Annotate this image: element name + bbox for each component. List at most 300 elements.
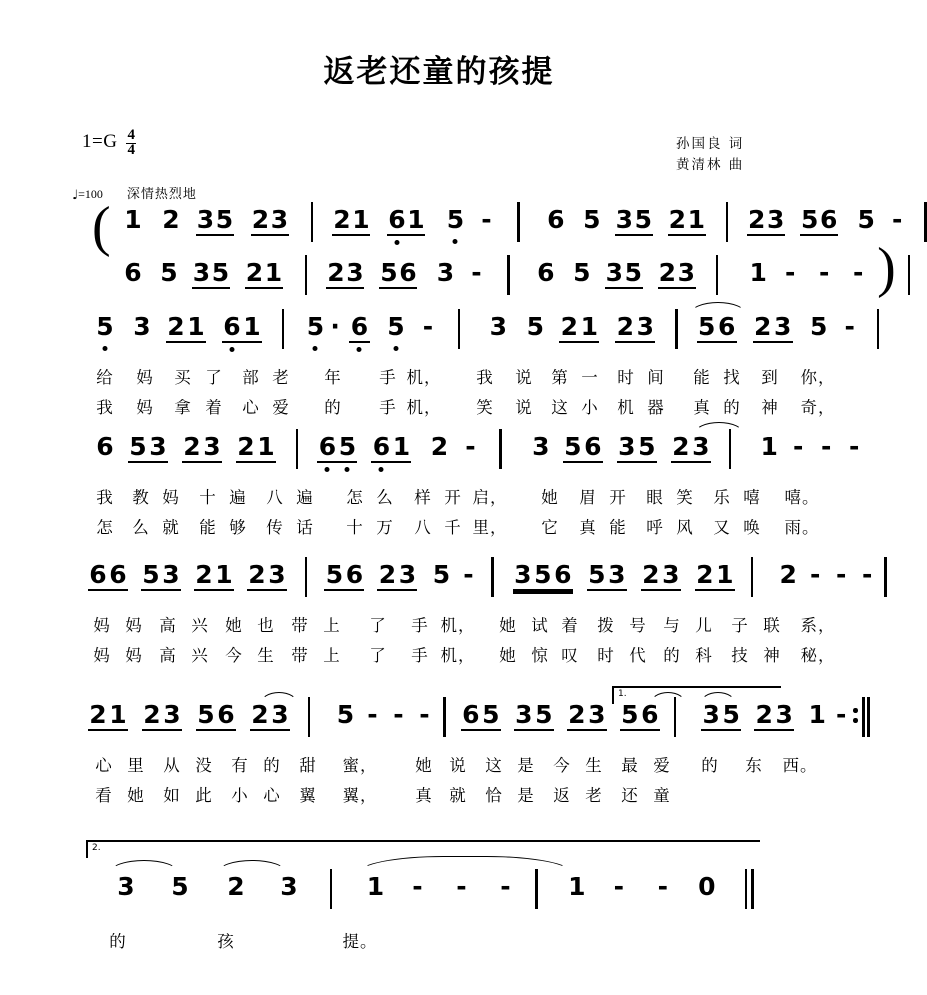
lyric-syllable: 嘻。: [784, 488, 820, 507]
note: 5: [380, 258, 398, 287]
note: 3: [163, 700, 181, 729]
note: 5: [197, 700, 215, 729]
note: 3: [280, 872, 298, 901]
beamed-triplet: [513, 560, 573, 591]
beamed-pair: [567, 700, 607, 731]
note: 2: [248, 560, 266, 589]
note-extender: -: [818, 258, 830, 287]
barline: [726, 202, 728, 242]
lyric-syllable: 妈: [136, 368, 154, 387]
note-row-3: [0, 312, 878, 358]
measure-21: [88, 700, 290, 746]
note: 1: [749, 258, 767, 287]
note: 3: [662, 560, 680, 589]
note-extender: -: [844, 312, 855, 341]
lyric-syllable: 能: [199, 518, 217, 537]
note-extender: -: [861, 560, 873, 589]
system-1: [0, 196, 903, 258]
lyric-syllable: 是: [517, 786, 535, 805]
credits: [676, 134, 744, 176]
note: 2: [237, 432, 255, 461]
note: 6: [217, 700, 235, 729]
note: 2: [568, 700, 586, 729]
note: 6: [537, 258, 555, 287]
note: 5: [432, 560, 451, 589]
note: 5: [325, 560, 344, 589]
barline: [674, 697, 676, 737]
note-row-5: [0, 560, 878, 606]
note: 2: [251, 205, 270, 234]
note: 5: [336, 700, 355, 729]
barline: [675, 309, 677, 349]
note: 2: [89, 700, 107, 729]
beamed-pair: [754, 700, 794, 731]
meter-numerator: 4: [127, 127, 135, 143]
measure-25: [100, 872, 314, 918]
lyric-syllable: 的: [109, 932, 127, 951]
note: 3: [346, 258, 364, 287]
lyric-syllable: 时: [597, 646, 615, 665]
lyric-syllable: 怎: [96, 518, 114, 537]
note: 5: [535, 700, 553, 729]
key-signature: 1=G: [82, 131, 118, 153]
lyric-syllable: 的: [324, 398, 342, 417]
note: 1: [687, 205, 705, 234]
beamed-pair: [563, 432, 603, 463]
note: 3: [162, 560, 180, 589]
lyric-syllable: 她: [127, 786, 145, 805]
lyric-syllable: 一: [581, 368, 599, 387]
note: 6: [318, 432, 337, 461]
lyric-row-verse-1: [0, 364, 878, 394]
barline: [751, 557, 753, 597]
lyric-syllable: 我: [96, 398, 114, 417]
lyric-syllable: 妈: [162, 488, 180, 507]
volta-bracket-2: [86, 840, 760, 858]
beamed-pair: [192, 258, 230, 289]
lyric-syllable: 它: [541, 518, 559, 537]
note: 1: [109, 700, 127, 729]
note: 3: [436, 258, 455, 287]
lyric-syllable: 妈: [93, 646, 111, 665]
lyric-row-verse-2: [0, 782, 878, 812]
lyric-syllable: 手: [411, 616, 429, 635]
lyric-syllable: 么: [132, 518, 150, 537]
lyric-syllable: 八: [266, 488, 284, 507]
expression-marking: 深情热烈地: [126, 187, 197, 202]
barline: [458, 309, 460, 349]
lyric-syllable: 此: [195, 786, 213, 805]
lyric-syllable: 她: [499, 646, 517, 665]
note: 3: [618, 432, 636, 461]
note: 6: [819, 205, 838, 234]
beamed-pair: [377, 560, 417, 591]
note: 3: [515, 700, 533, 729]
note: 5: [215, 205, 234, 234]
barline: [305, 557, 307, 597]
slur: [218, 860, 286, 872]
beamed-pair: [332, 205, 370, 236]
lyric-syllable: 笑: [476, 398, 494, 417]
lyric-syllable: 着: [205, 398, 223, 417]
beamed-pair: [695, 560, 735, 591]
note-extender: -: [848, 432, 860, 461]
note-row-4: [0, 432, 878, 478]
tempo-marking: [72, 183, 197, 202]
lyric-syllable: 试: [531, 616, 549, 635]
lyric-syllable: 小: [581, 398, 599, 417]
system-6: [0, 689, 878, 812]
note-extender: -: [465, 432, 476, 461]
note: 5: [211, 258, 230, 287]
lyric-syllable: 眉: [579, 488, 597, 507]
note: 2: [696, 560, 714, 589]
lyric-syllable: 秘，: [800, 646, 836, 665]
tie: [358, 856, 572, 873]
note: 2: [167, 312, 185, 341]
lyric-syllable: 十: [346, 518, 364, 537]
lyric-syllable: 笑: [676, 488, 694, 507]
lyric-syllable: 她: [499, 616, 517, 635]
lyric-syllable: 这: [485, 756, 503, 775]
note-extender: -: [820, 432, 832, 461]
lyric-syllable: 教: [132, 488, 150, 507]
note: 3: [605, 258, 623, 287]
lyric-syllable: 翼，: [342, 786, 378, 805]
note: 2: [658, 258, 676, 287]
measure-23: [461, 700, 660, 746]
repeat-barline: [862, 697, 864, 737]
note: 3: [133, 312, 151, 341]
note: 3: [677, 258, 695, 287]
beamed-pair: [379, 258, 417, 289]
note: 2: [747, 205, 766, 234]
beamed-pair: [88, 700, 128, 731]
lyric-syllable: 生: [257, 646, 275, 665]
lyric-syllable: 妈: [136, 398, 154, 417]
lyric-syllable: 部: [242, 368, 260, 387]
lyric-syllable: 手: [379, 368, 397, 387]
note: 2: [333, 205, 351, 234]
lyric-syllable: 的: [701, 756, 719, 775]
note: 2: [616, 312, 634, 341]
lyric-syllable: 真: [579, 518, 597, 537]
note-extender: -: [456, 872, 467, 901]
intro-close-paren: ): [877, 237, 896, 299]
note: 2: [227, 872, 245, 901]
note: 6: [717, 312, 736, 341]
lyric-syllable: 甜: [299, 756, 317, 775]
lyric-syllable: 这: [551, 398, 569, 417]
lyric-row-verse-2: [0, 514, 878, 544]
note: 5: [624, 258, 642, 287]
beamed-pair: [620, 700, 660, 731]
lyric-syllable: 说: [515, 398, 533, 417]
beamed-note: [349, 312, 370, 343]
note: 2: [672, 432, 690, 461]
lyric-syllable: 爱: [272, 398, 290, 417]
lyric-syllable: 呼: [646, 518, 664, 537]
lyric-syllable: 机，: [440, 616, 476, 635]
barline: [729, 429, 731, 469]
note-row-6: [0, 700, 878, 746]
note: 1: [808, 700, 826, 729]
note: 1: [392, 432, 411, 461]
note-row-7: [0, 872, 878, 918]
barline: [296, 429, 298, 469]
beamed-pair: [166, 312, 206, 343]
lyric-syllable: 从: [163, 756, 181, 775]
note-extender: -: [463, 560, 474, 589]
barline: [535, 869, 537, 909]
lyric-syllable: 今: [553, 756, 571, 775]
note: 6: [223, 312, 241, 341]
note: 2: [668, 205, 686, 234]
note: 5: [583, 205, 601, 234]
note: 3: [514, 560, 532, 589]
lyricist-credit: 孙国良 词: [676, 136, 745, 152]
note: 2: [251, 700, 269, 729]
barline: [716, 255, 718, 295]
note-extender: -: [835, 700, 847, 729]
measure-24: [701, 700, 852, 746]
lyric-syllable: 就: [449, 786, 467, 805]
note-extender: -: [891, 205, 903, 234]
system-3: [0, 312, 878, 424]
note: 3: [636, 312, 654, 341]
lyric-syllable: 你，: [800, 368, 836, 387]
note-extender: -: [471, 258, 482, 287]
beamed-pair: [222, 312, 262, 343]
lyric-syllable: 传: [266, 518, 284, 537]
lyric-syllable: 风: [676, 518, 694, 537]
note: 1: [366, 872, 385, 901]
note: 3: [773, 312, 792, 341]
lyric-syllable: 兴: [191, 646, 209, 665]
lyric-syllable: 没: [195, 756, 213, 775]
note: 3: [149, 432, 167, 461]
lyric-syllable: 叹: [561, 646, 579, 665]
note: 6: [584, 432, 602, 461]
key-and-meter: [82, 128, 136, 157]
system-2: [0, 237, 896, 304]
lyric-syllable: 还: [621, 786, 639, 805]
note: 3: [702, 700, 720, 729]
lyric-syllable: 的: [723, 398, 741, 417]
note: 6: [399, 258, 417, 287]
lyric-syllable: 能: [609, 518, 627, 537]
beamed-pair: [747, 205, 785, 236]
lyric-syllable: 样: [414, 488, 432, 507]
note: 6: [345, 560, 364, 589]
lyric-syllable: 神: [763, 646, 781, 665]
lyric-syllable: 恰: [485, 786, 503, 805]
lyric-syllable: 东: [745, 756, 763, 775]
lyric-syllable: 上: [323, 646, 341, 665]
lyric-syllable: 真: [415, 786, 433, 805]
lyric-syllable: 与: [663, 616, 681, 635]
note-extender: -: [852, 258, 864, 287]
note: 2: [430, 432, 449, 461]
measure-18: [324, 560, 481, 606]
system-5: [0, 560, 878, 672]
note: 1: [716, 560, 734, 589]
note: 6: [109, 560, 127, 589]
lyric-syllable: 她: [415, 756, 433, 775]
system-4: [0, 432, 878, 544]
intro-open-paren: (: [92, 196, 111, 258]
lyric-syllable: 奇，: [800, 398, 836, 417]
note-row-2: [0, 237, 896, 304]
beamed-pair: [697, 312, 737, 343]
lyric-syllable: 的: [663, 646, 681, 665]
note: 6: [388, 205, 406, 234]
note: 1: [760, 432, 778, 461]
note: 2: [560, 312, 578, 341]
lyric-syllable: 老: [585, 786, 603, 805]
note: 5: [697, 312, 716, 341]
note-extender: -: [835, 560, 847, 589]
note: 3: [398, 560, 417, 589]
note: 1: [568, 872, 586, 901]
lyric-syllable: 妈: [125, 646, 143, 665]
note: 3: [766, 205, 785, 234]
lyric-row-verse-1: [0, 928, 878, 958]
lyric-syllable: 说: [515, 368, 533, 387]
lyric-syllable: 是: [517, 756, 535, 775]
note: 6: [641, 700, 659, 729]
note: 3: [268, 560, 286, 589]
lyric-syllable: 真: [693, 398, 711, 417]
note: 1: [257, 432, 275, 461]
lyric-syllable: 西。: [782, 756, 818, 775]
lyric-syllable: 买: [174, 368, 192, 387]
quarter-note-icon: ♩: [72, 188, 79, 203]
note: 2: [753, 312, 772, 341]
note: 3: [270, 205, 289, 234]
barline: [330, 869, 332, 909]
lyric-syllable: 话: [296, 518, 314, 537]
note: 3: [489, 312, 507, 341]
beamed-pair: [753, 312, 793, 343]
note-extender: -: [393, 700, 404, 729]
beamed-pair: [236, 432, 276, 463]
note: 3: [117, 872, 135, 901]
measure-17: [88, 560, 287, 606]
barline: [308, 697, 310, 737]
note-extender: -: [809, 560, 821, 589]
note: 5: [857, 205, 875, 234]
barline: [877, 309, 879, 349]
note: 2: [162, 205, 180, 234]
measure-7: [529, 258, 696, 304]
beamed-pair: [658, 258, 696, 289]
barline: [311, 202, 313, 242]
lyric-syllable: 有: [231, 756, 249, 775]
note: 3: [196, 205, 215, 234]
page-title: 返老还童的孩提: [323, 54, 555, 90]
barline: [491, 557, 493, 597]
note: 6: [462, 700, 480, 729]
beamed-pair: [247, 560, 287, 591]
measure-16: [754, 432, 868, 478]
note: 6: [372, 432, 391, 461]
lyric-syllable: 心: [95, 756, 113, 775]
note-extender: -: [422, 312, 434, 341]
note-extender: -: [412, 872, 423, 901]
note: 5: [573, 258, 591, 287]
lyric-syllable: 给: [96, 368, 114, 387]
lyric-syllable: 机，: [406, 368, 442, 387]
beamed-pair: [326, 258, 364, 289]
lyric-syllable: 看: [95, 786, 113, 805]
lyric-syllable: 联: [763, 616, 781, 635]
lyric-syllable: 了: [369, 646, 387, 665]
note: 1: [243, 312, 261, 341]
lyric-syllable: 我: [476, 368, 494, 387]
lyric-syllable: 手: [379, 398, 397, 417]
note: 5: [526, 312, 544, 341]
note: 5: [88, 312, 122, 342]
note: 5: [588, 560, 606, 589]
lyric-row-verse-1: [0, 752, 878, 782]
beamed-pair: [250, 700, 290, 731]
lyric-syllable: 了: [205, 368, 223, 387]
note: 2: [245, 258, 264, 287]
lyric-syllable: 遍: [229, 488, 247, 507]
lyric-syllable: 子: [731, 616, 749, 635]
lyric-syllable: 器: [647, 398, 665, 417]
lyric-syllable: 么: [376, 488, 394, 507]
beamed-pair: [615, 312, 655, 343]
lyric-syllable: 遍: [296, 488, 314, 507]
lyric-syllable: 蜜，: [342, 756, 378, 775]
measure-22: [331, 700, 437, 746]
lyric-syllable: 神: [761, 398, 779, 417]
lyric-syllable: 心: [263, 786, 281, 805]
note-extender: -: [657, 872, 668, 901]
lyric-row-verse-2: [0, 394, 878, 424]
note: 1: [124, 205, 142, 234]
measure-6: [326, 258, 491, 304]
note-extender: -: [784, 258, 796, 287]
lyric-syllable: 了: [369, 616, 387, 635]
lyric-syllable: 说: [449, 756, 467, 775]
beamed-pair: [194, 560, 234, 591]
lyric-syllable: 妈: [125, 616, 143, 635]
lyric-syllable: 开: [609, 488, 627, 507]
lyric-row-verse-2: [0, 642, 878, 672]
lyric-syllable: 惊: [531, 646, 549, 665]
lyric-syllable: 我: [96, 488, 114, 507]
lyric-syllable: 如: [163, 786, 181, 805]
beamed-pair: [317, 432, 357, 463]
note: 5: [621, 700, 639, 729]
beamed-pair: [196, 205, 234, 236]
note: 3: [203, 432, 221, 461]
lyric-syllable: 孩: [217, 932, 235, 951]
lyric-syllable: 里，: [472, 518, 508, 537]
note-extender: -: [419, 700, 430, 729]
note: 5: [564, 432, 582, 461]
lyric-syllable: 找: [723, 368, 741, 387]
note: 6: [124, 258, 142, 287]
note: 6: [547, 205, 565, 234]
final-barline: [745, 869, 747, 909]
note: 2: [183, 432, 201, 461]
beamed-pair: [514, 700, 554, 731]
lyric-syllable: 生: [585, 756, 603, 775]
